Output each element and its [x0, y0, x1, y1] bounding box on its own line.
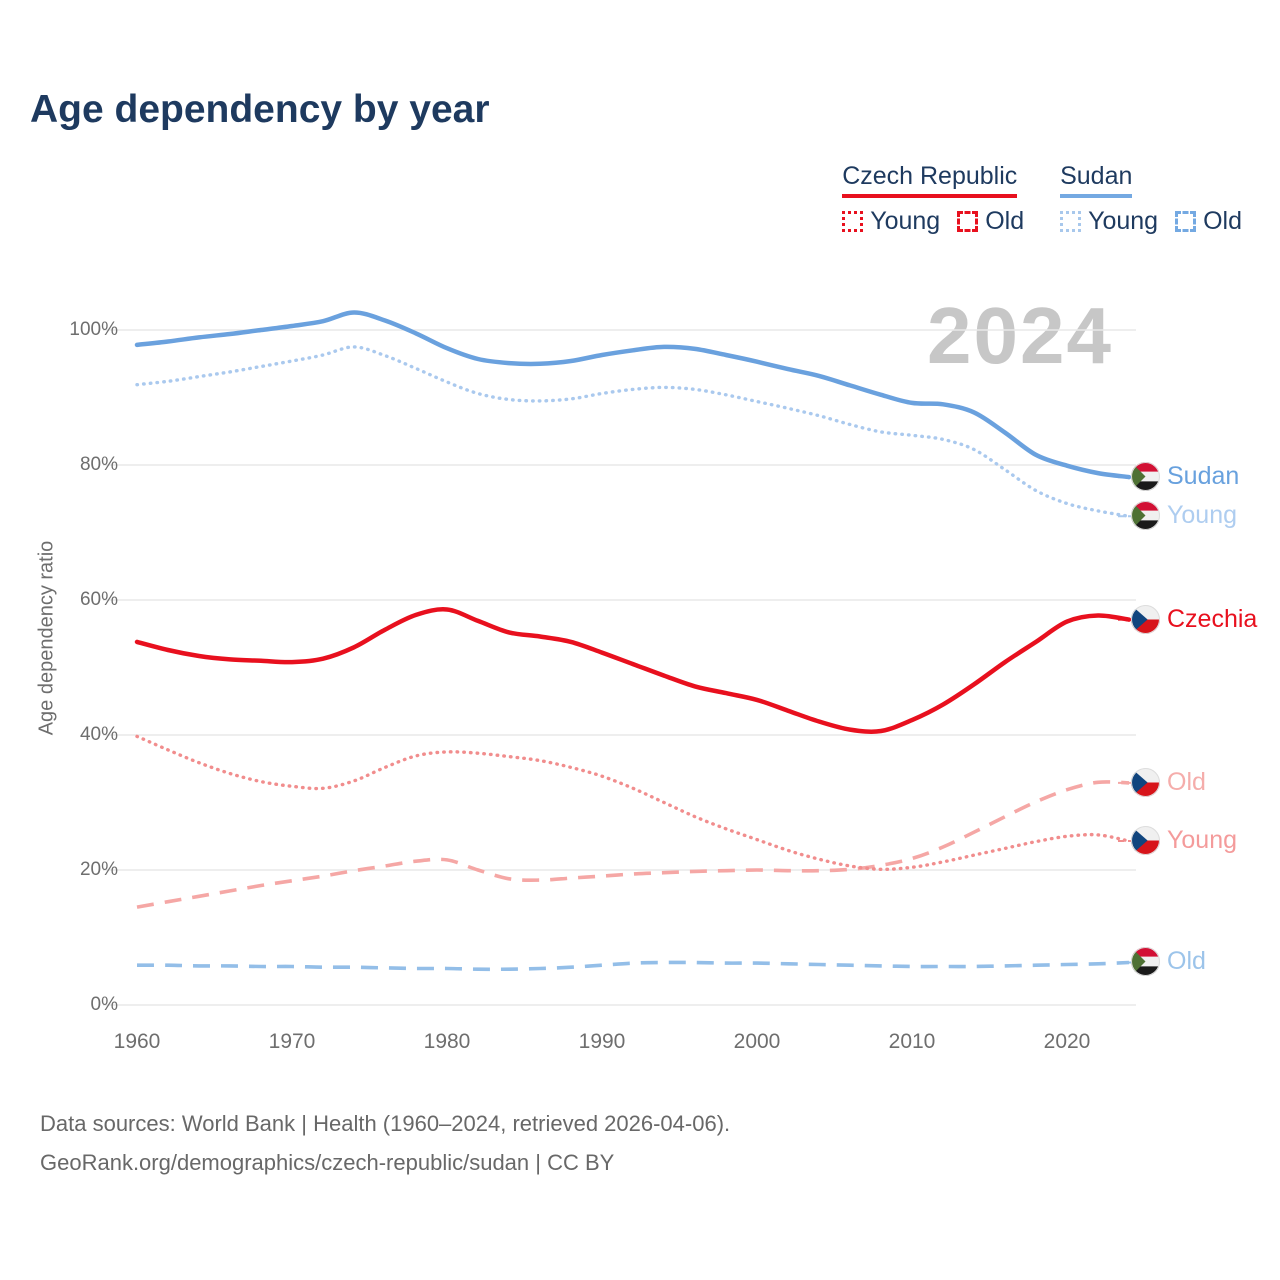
sudan-flag-icon: [1131, 501, 1160, 530]
czechia-flag-icon: [1131, 768, 1160, 797]
y-tick-label-0: 0%: [90, 994, 118, 1015]
y-axis-title: Age dependency ratio: [35, 540, 58, 736]
series-line-czechia-total: [137, 609, 1129, 731]
series-line-czechia-old: [137, 782, 1129, 907]
series-label-czechia-old[interactable]: [1131, 768, 1206, 797]
series-label-sudan-young[interactable]: [1131, 501, 1237, 530]
series-label-sudan-old[interactable]: [1131, 947, 1206, 976]
legend-label-czech-old: Old: [985, 207, 1025, 235]
footer-sources: Data sources: World Bank | Health (1960–2024, retrieved 2026-04-06).: [40, 1111, 731, 1136]
legend-country-czech-republic[interactable]: Czech Republic: [842, 162, 1017, 198]
x-tick-label-1980: 1980: [423, 1030, 471, 1053]
series-line-sudan-old: [137, 962, 1129, 969]
year-watermark: 2024: [927, 291, 1113, 380]
series-label-text-sudan-young: Young: [1167, 501, 1237, 530]
x-tick-label-1960: 1960: [113, 1030, 161, 1053]
y-tick-label-20: 20%: [79, 859, 118, 880]
series-label-text-sudan-total: Sudan: [1167, 462, 1240, 491]
czechia-flag-icon: [1131, 826, 1160, 855]
y-tick-label-60: 60%: [79, 589, 118, 610]
legend-country-sudan[interactable]: Sudan: [1060, 162, 1132, 198]
footer-attribution: GeoRank.org/demographics/czech-republic/sudan | CC BY: [40, 1150, 615, 1175]
legend-label-czech-young: Young: [870, 207, 941, 235]
series-label-text-czechia-total: Czechia: [1167, 604, 1258, 633]
series-label-text-czechia-young: Young: [1167, 825, 1237, 854]
y-tick-label-40: 40%: [79, 724, 118, 745]
x-tick-label-2010: 2010: [888, 1030, 936, 1053]
y-tick-label-80: 80%: [79, 454, 118, 475]
x-tick-label-2020: 2020: [1043, 1030, 1091, 1053]
czechia-flag-icon: [1131, 605, 1160, 634]
x-tick-label-2000: 2000: [733, 1030, 781, 1053]
page-title: Age dependency by year: [30, 88, 490, 131]
series-label-sudan-total[interactable]: [1131, 462, 1239, 491]
sudan-flag-icon: [1131, 462, 1160, 491]
series-line-sudan-young: [137, 347, 1129, 516]
footer: [40, 1104, 730, 1182]
x-tick-label-1970: 1970: [268, 1030, 316, 1053]
series-label-czechia-young[interactable]: [1131, 826, 1237, 855]
legend-label-sudan-young: Young: [1088, 207, 1159, 235]
x-tick-label-1990: 1990: [578, 1030, 626, 1053]
sudan-flag-icon: [1131, 947, 1160, 976]
series-label-czechia-total[interactable]: [1131, 605, 1257, 634]
series-label-text-sudan-old: Old: [1167, 947, 1206, 976]
series-line-czechia-young: [137, 736, 1129, 869]
legend-label-sudan-old: Old: [1203, 207, 1242, 235]
series-label-text-czechia-old: Old: [1167, 767, 1206, 796]
y-tick-label-100: 100%: [69, 319, 118, 340]
